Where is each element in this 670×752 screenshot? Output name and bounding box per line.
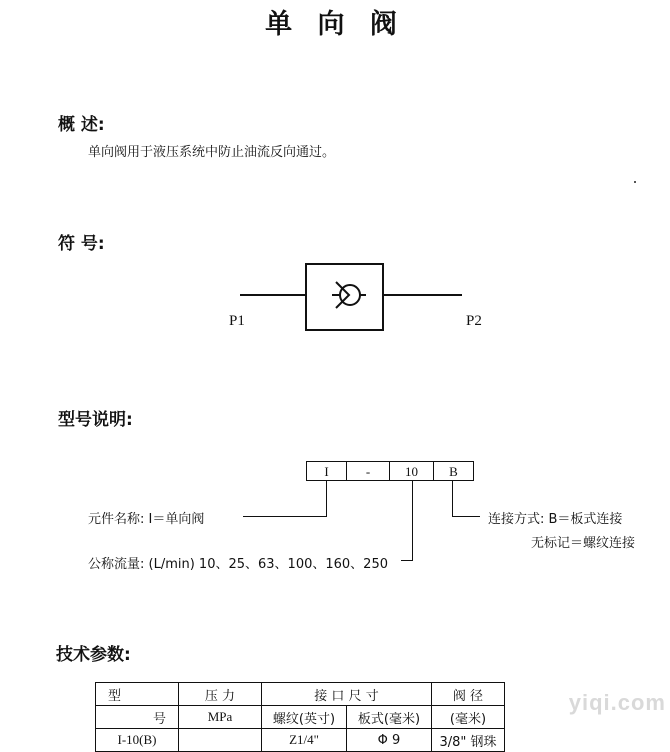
- table-subheader-row: [96, 706, 505, 729]
- code-box-flow: 10: [389, 461, 434, 481]
- header-port-plate: 板式(毫米): [347, 706, 432, 729]
- watermark: yiqi.com: [568, 690, 666, 715]
- leader-element-vertical: [326, 481, 327, 517]
- header-pressure: 压 力: [179, 683, 262, 706]
- code-box-dash: -: [346, 461, 390, 481]
- header-model-top: 型: [96, 683, 179, 706]
- leader-flow-vertical: [412, 481, 413, 561]
- cell-model: I-10(B): [96, 729, 179, 752]
- symbol-heading: 符 号:: [58, 234, 105, 254]
- leader-connection-horizontal: [452, 516, 480, 517]
- leader-connection-vertical: [452, 481, 453, 517]
- table-header-row: [96, 683, 505, 706]
- flow-label: 公称流量: (L/min) 10、25、63、100、160、250: [88, 557, 388, 572]
- cell-thread: Z1/4": [262, 729, 347, 752]
- leader-element-horizontal: [243, 516, 327, 517]
- header-port: 接 口 尺 寸: [262, 683, 432, 706]
- cell-plate: Φ 9: [347, 729, 432, 752]
- connection-label: 连接方式: B＝板式连接: [488, 512, 623, 527]
- page-title: 单 向 阀: [265, 9, 405, 40]
- leader-flow-horizontal: [401, 560, 413, 561]
- header-pressure-unit: MPa: [179, 706, 262, 729]
- header-diameter-unit: (毫米): [432, 706, 505, 729]
- header-model-bottom: 号: [96, 706, 179, 729]
- cell-diameter: 3/8" 钢珠: [432, 729, 505, 752]
- connection-default-label: 无标记＝螺纹连接: [531, 536, 636, 551]
- header-port-thread: 螺纹(英寸): [262, 706, 347, 729]
- code-box-connection: B: [433, 461, 474, 481]
- element-name-label: 元件名称: I＝单向阀: [88, 512, 205, 527]
- overview-text: 单向阀用于液压系统中防止油流反向通过。: [88, 145, 336, 160]
- check-valve-symbol: [230, 258, 470, 338]
- cell-pressure: [179, 729, 262, 752]
- tech-heading: 技术参数:: [56, 645, 131, 665]
- table-row: [96, 729, 505, 752]
- port-p1-label: P1: [229, 313, 245, 329]
- code-box-element: I: [306, 461, 347, 481]
- header-diameter: 阀 径: [432, 683, 505, 706]
- parameter-table: [95, 682, 505, 752]
- scan-speck: [634, 181, 636, 183]
- model-heading: 型号说明:: [58, 410, 133, 430]
- overview-heading: 概 述:: [58, 115, 105, 135]
- port-p2-label: P2: [466, 313, 482, 329]
